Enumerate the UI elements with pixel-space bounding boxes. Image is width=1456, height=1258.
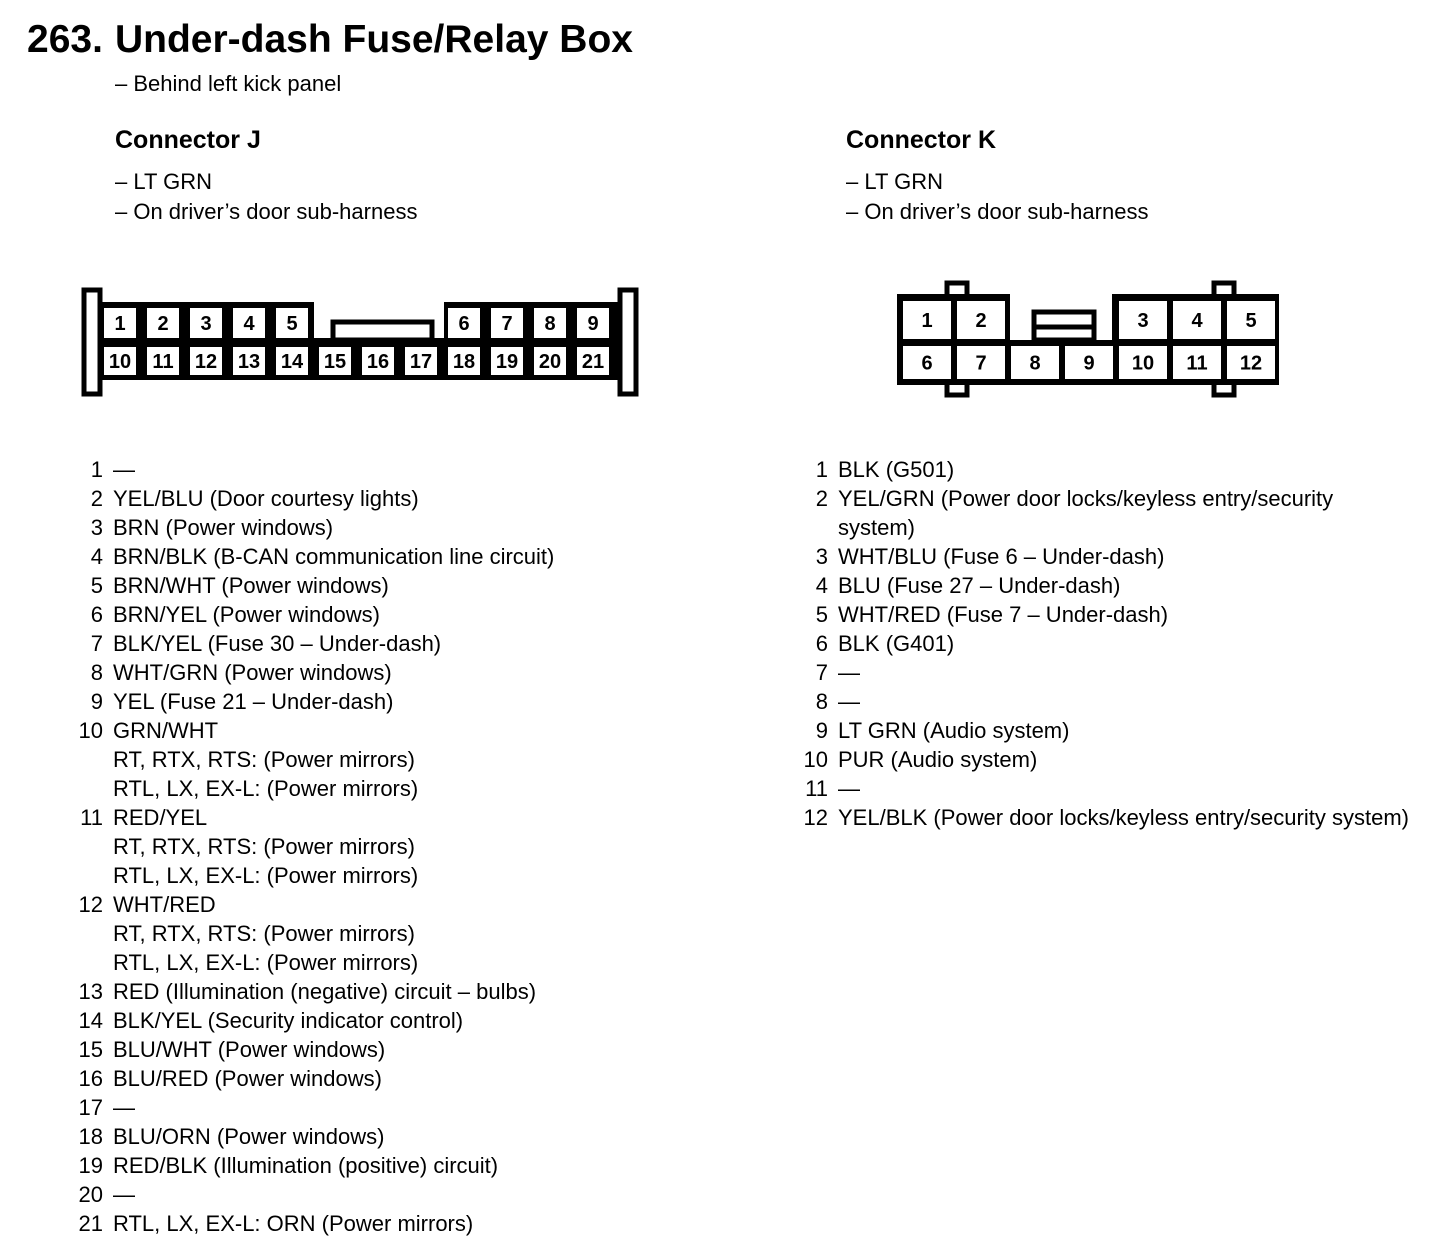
pin-description — [838, 542, 1164, 571]
pin-line: WHT/RED (Fuse 7 – Under-dash) — [838, 602, 1169, 627]
pin-line: BLU (Fuse 27 – Under-dash) — [838, 573, 1121, 598]
pin-cell-number: 7 — [975, 352, 987, 375]
pin-cell-number: 1 — [921, 310, 933, 332]
page-subtitle: – Behind left kick panel — [115, 71, 342, 96]
pin-description — [113, 803, 418, 890]
pin-row — [800, 774, 1409, 803]
pin-description — [113, 542, 554, 571]
pin-description — [113, 977, 536, 1006]
pin-line: RED/YEL — [113, 805, 208, 830]
pin-cell-number: 10 — [1131, 352, 1155, 375]
pin-description — [113, 1122, 384, 1151]
pin-number: 11 — [805, 776, 828, 801]
pin-number: 2 — [90, 486, 103, 511]
pin-number: 3 — [815, 544, 828, 569]
pin-row — [75, 484, 554, 513]
end-tab-left — [84, 290, 100, 394]
pin-cell-number: 2 — [157, 313, 169, 335]
pin-description — [838, 716, 1069, 745]
pin-description — [113, 658, 392, 687]
pin-cell-number: 6 — [458, 313, 470, 335]
pin-number: 18 — [78, 1124, 103, 1149]
pin-description — [838, 803, 1409, 832]
pin-row — [800, 687, 1409, 716]
pin-cell-number: 2 — [975, 310, 987, 332]
pin-row — [75, 455, 554, 484]
pin-line: BLK/YEL (Fuse 30 – Under-dash) — [113, 631, 442, 656]
pin-row — [75, 1093, 554, 1122]
connector-note: – LT GRN — [115, 169, 212, 194]
pin-cell-number: 18 — [452, 351, 476, 373]
page-title-row — [27, 18, 633, 62]
pin-description — [838, 774, 860, 803]
pin-number: 7 — [90, 631, 103, 656]
pin-cell-number: 12 — [194, 351, 218, 373]
pin-cell-number: 8 — [1029, 352, 1041, 375]
pin-number: 6 — [815, 631, 828, 656]
pin-description — [113, 1151, 498, 1180]
pin-cell-number: 4 — [1191, 310, 1203, 332]
pin-line: BRN/WHT (Power windows) — [113, 573, 389, 598]
pin-line: RTL, LX, EX-L: (Power mirrors) — [113, 950, 419, 975]
latch-tab — [333, 322, 432, 340]
pin-cell-number: 1 — [114, 313, 126, 335]
pin-line: BRN/YEL (Power windows) — [113, 602, 380, 627]
pin-number: 12 — [803, 805, 828, 830]
pin-number: 11 — [80, 805, 103, 830]
pin-number: 15 — [78, 1037, 103, 1062]
pin-row — [75, 542, 554, 571]
pin-number: 21 — [78, 1211, 103, 1236]
pin-description — [113, 600, 380, 629]
pin-number: 13 — [78, 979, 103, 1004]
pin-cell-number: 21 — [581, 351, 605, 373]
pin-line: BLK (G401) — [838, 631, 955, 656]
pin-number: 17 — [78, 1095, 103, 1120]
pin-number: 12 — [78, 892, 103, 917]
pin-number: 10 — [78, 718, 103, 743]
connector-k-section-header — [846, 126, 1148, 227]
pin-row — [800, 542, 1409, 571]
page-title: Under-dash Fuse/Relay Box — [115, 18, 633, 61]
pin-row — [800, 600, 1409, 629]
pin-cell-number: 9 — [587, 313, 599, 335]
connector-note: – LT GRN — [846, 169, 943, 194]
pin-line: BRN (Power windows) — [113, 515, 334, 540]
pin-row — [75, 1064, 554, 1093]
pin-row — [800, 484, 1409, 542]
connector-j-pin-list — [75, 455, 554, 1238]
page-number: 263. — [27, 18, 103, 61]
pin-cell-number: 11 — [1186, 352, 1208, 375]
pin-row — [75, 1035, 554, 1064]
pin-cell-number: 5 — [286, 313, 298, 335]
connector-j-diagram — [80, 286, 640, 400]
pin-row — [800, 629, 1409, 658]
pin-description — [113, 1180, 135, 1209]
pin-cell-number: 11 — [152, 351, 174, 373]
connector-title: Connector K — [846, 126, 996, 154]
pin-line: GRN/WHT — [113, 718, 219, 743]
pin-row — [75, 890, 554, 977]
pin-description — [113, 455, 135, 484]
pin-line: BLK (G501) — [838, 457, 955, 482]
pin-cell-number: 14 — [280, 351, 304, 373]
pin-cell-number: 19 — [495, 351, 519, 373]
pin-description — [113, 629, 441, 658]
pin-description — [838, 600, 1168, 629]
pin-cell-number: 16 — [366, 351, 390, 373]
pin-cell-number: 6 — [921, 352, 933, 375]
pin-description — [113, 484, 419, 513]
pin-line: RTL, LX, EX-L: (Power mirrors) — [113, 863, 419, 888]
pin-description — [113, 1064, 382, 1093]
pin-cell-number: 13 — [237, 351, 261, 373]
pin-number: 1 — [815, 457, 828, 482]
pin-row — [75, 716, 554, 803]
pin-number: 10 — [803, 747, 828, 772]
pin-number: 16 — [78, 1066, 103, 1091]
pin-cell-number: 15 — [323, 351, 347, 373]
pin-line: — — [113, 1182, 135, 1207]
pin-row — [800, 716, 1409, 745]
pin-description — [838, 629, 954, 658]
pin-line: LT GRN (Audio system) — [838, 718, 1070, 743]
pin-number: 19 — [78, 1153, 103, 1178]
pin-row — [75, 1209, 554, 1238]
pin-line: BRN/BLK (B-CAN communication line circuit) — [113, 544, 555, 569]
pin-row — [800, 803, 1409, 832]
pin-line: RTL, LX, EX-L: ORN (Power mirrors) — [113, 1211, 474, 1236]
pin-description — [113, 1093, 135, 1122]
pin-description — [838, 687, 860, 716]
pin-description — [113, 1035, 385, 1064]
pin-description — [113, 571, 389, 600]
pin-description — [113, 513, 333, 542]
pin-description — [838, 658, 860, 687]
pin-cell-number: 5 — [1245, 310, 1257, 332]
connector-title: Connector J — [115, 126, 261, 154]
pin-description — [113, 687, 393, 716]
pin-row — [75, 1122, 554, 1151]
pin-row — [75, 1151, 554, 1180]
pin-row — [75, 1006, 554, 1035]
pin-row — [75, 513, 554, 542]
pin-number: 5 — [90, 573, 103, 598]
pin-description — [113, 890, 418, 977]
pin-line: WHT/GRN (Power windows) — [113, 660, 392, 685]
pin-cell-number: 8 — [544, 313, 556, 335]
pin-line: RED (Illumination (negative) circuit – bulbs) — [113, 979, 537, 1004]
pin-line: RTL, LX, EX-L: (Power mirrors) — [113, 776, 419, 801]
pin-line: RED/BLK (Illumination (positive) circuit) — [113, 1153, 499, 1178]
pin-number: 8 — [815, 689, 828, 714]
pin-row — [75, 658, 554, 687]
pin-line: BLU/WHT (Power windows) — [113, 1037, 386, 1062]
pin-line: YEL/GRN (Power door locks/keyless entry/security — [838, 486, 1334, 511]
pin-number: 8 — [90, 660, 103, 685]
pin-row — [75, 571, 554, 600]
pin-cell-number: 3 — [1137, 310, 1149, 332]
pin-row — [800, 571, 1409, 600]
pin-row — [75, 600, 554, 629]
pin-cell-number: 7 — [501, 313, 513, 335]
pin-number: 5 — [815, 602, 828, 627]
pin-line: PUR (Audio system) — [838, 747, 1038, 772]
pin-cell-number: 20 — [538, 351, 562, 373]
pin-line: WHT/BLU (Fuse 6 – Under-dash) — [838, 544, 1165, 569]
pin-number: 4 — [815, 573, 828, 598]
pin-row — [75, 803, 554, 890]
pin-line: BLK/YEL (Security indicator control) — [113, 1008, 464, 1033]
pin-number: 9 — [90, 689, 103, 714]
pin-number: 14 — [78, 1008, 103, 1033]
pin-line: system) — [838, 515, 915, 540]
pin-line: RT, RTX, RTS: (Power mirrors) — [113, 747, 415, 772]
pin-description — [113, 1006, 463, 1035]
pin-row — [75, 977, 554, 1006]
pin-cell-number: 4 — [243, 313, 255, 335]
pin-description — [838, 455, 954, 484]
pin-line: YEL/BLK (Power door locks/keyless entry/security system) — [838, 805, 1409, 830]
pin-row — [800, 658, 1409, 687]
pin-line: — — [113, 457, 135, 482]
pin-line: YEL/BLU (Door courtesy lights) — [113, 486, 419, 511]
pin-number: 4 — [90, 544, 103, 569]
pin-description — [838, 484, 1333, 542]
pin-cell-number: 3 — [200, 313, 212, 335]
connector-notes — [115, 167, 417, 227]
pin-description — [113, 716, 418, 803]
pin-line: — — [838, 689, 860, 714]
connector-j-section-header — [115, 126, 417, 227]
connector-note: – On driver’s door sub-harness — [115, 199, 418, 224]
pin-cell-number: 10 — [108, 351, 132, 373]
pin-line: RT, RTX, RTS: (Power mirrors) — [113, 921, 415, 946]
pin-line: — — [113, 1095, 135, 1120]
pin-line: RT, RTX, RTS: (Power mirrors) — [113, 834, 415, 859]
connector-note: – On driver’s door sub-harness — [846, 199, 1149, 224]
connector-k-diagram — [896, 280, 1286, 398]
pin-line: BLU/RED (Power windows) — [113, 1066, 382, 1091]
pin-cell-number: 17 — [409, 351, 433, 373]
connector-notes — [846, 167, 1148, 227]
pin-number: 3 — [90, 515, 103, 540]
pin-row — [800, 455, 1409, 484]
pin-number: 9 — [815, 718, 828, 743]
pin-row — [800, 745, 1409, 774]
pin-description — [838, 745, 1037, 774]
pin-number: 2 — [815, 486, 828, 511]
pin-cell-number: 12 — [1239, 352, 1263, 375]
pin-description — [838, 571, 1120, 600]
pin-description — [113, 1209, 473, 1238]
pin-number: 7 — [815, 660, 828, 685]
pin-line: — — [838, 660, 860, 685]
pin-line: — — [838, 776, 860, 801]
end-tab-right — [620, 290, 636, 394]
pin-row — [75, 687, 554, 716]
pin-number: 6 — [90, 602, 103, 627]
pin-row — [75, 629, 554, 658]
pin-number: 20 — [78, 1182, 103, 1207]
pin-cell-number: 9 — [1083, 352, 1095, 375]
pin-line: YEL (Fuse 21 – Under-dash) — [113, 689, 394, 714]
pin-row — [75, 1180, 554, 1209]
connector-k-pin-list — [800, 455, 1409, 832]
pin-number: 1 — [90, 457, 103, 482]
pin-line: WHT/RED — [113, 892, 216, 917]
pin-line: BLU/ORN (Power windows) — [113, 1124, 385, 1149]
